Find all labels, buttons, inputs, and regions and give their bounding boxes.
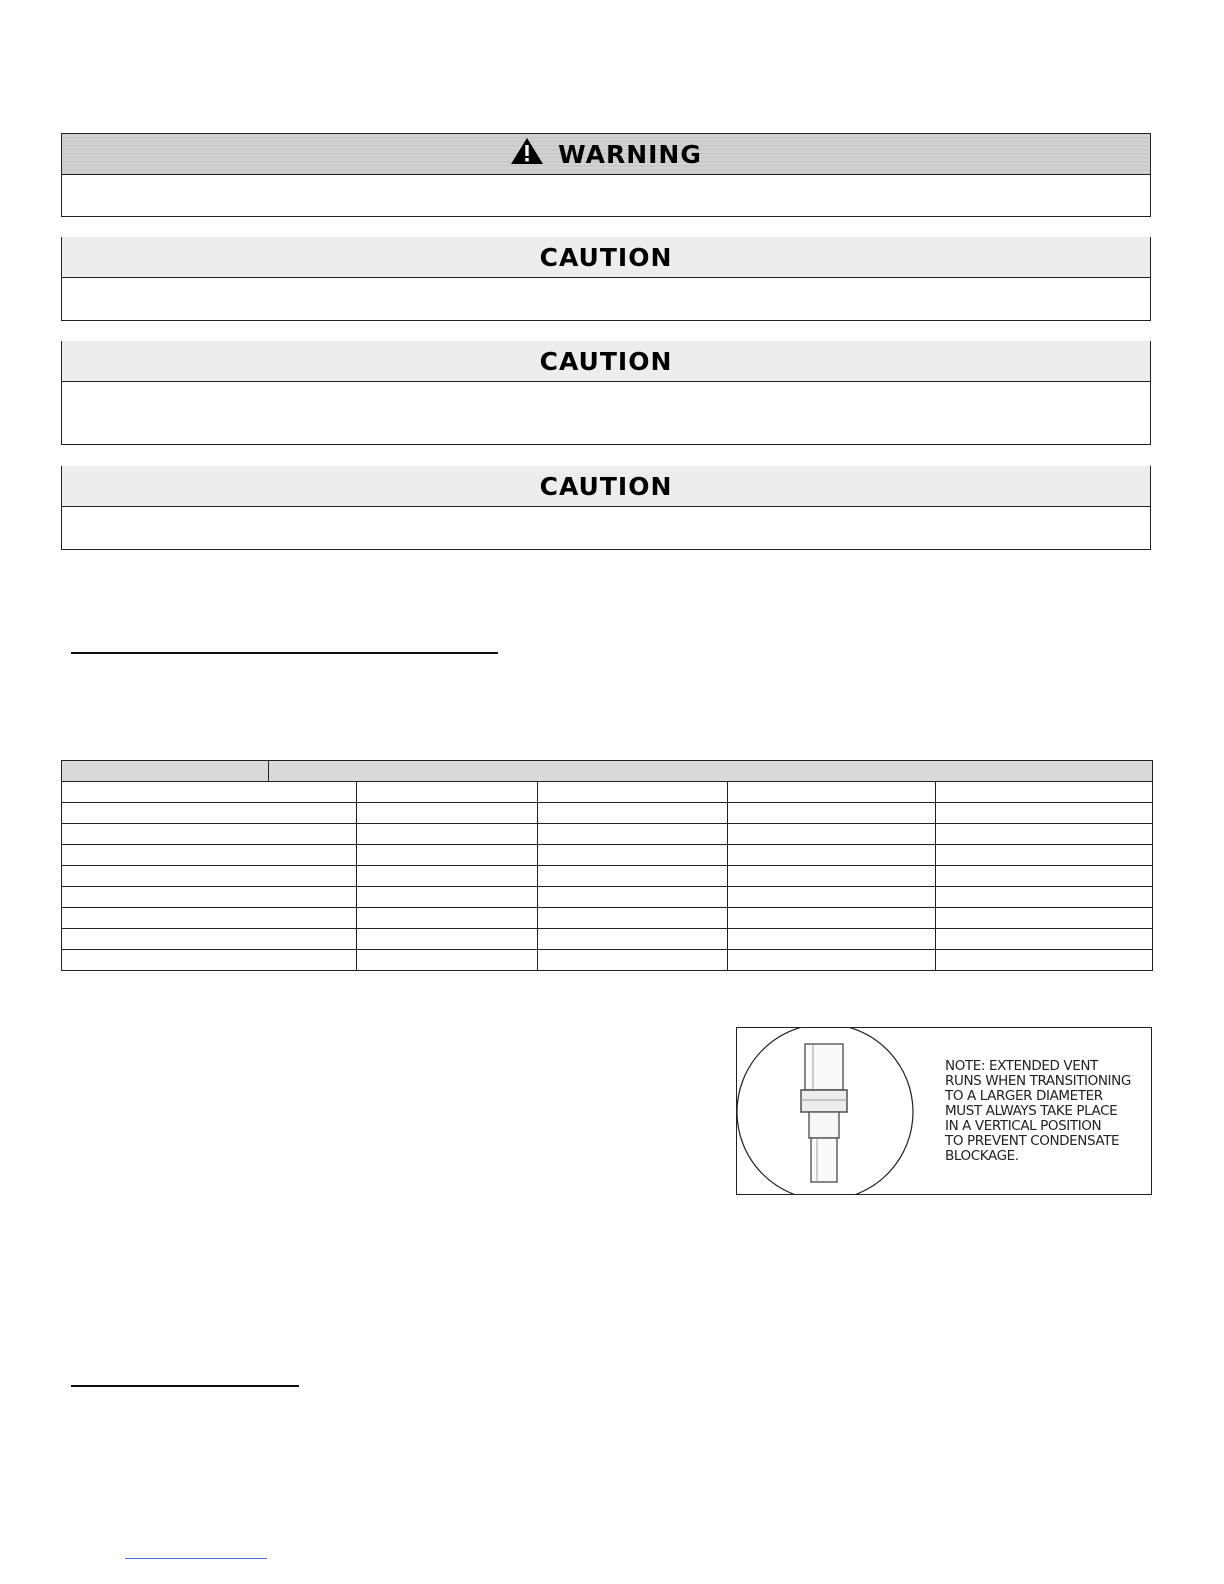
table-row bbox=[62, 887, 1153, 908]
warning-box bbox=[61, 133, 1151, 217]
table-row bbox=[62, 803, 1153, 824]
table-header-row bbox=[62, 761, 1153, 782]
table-header-cell bbox=[269, 761, 1153, 782]
warning-header bbox=[62, 134, 1150, 175]
warning-triangle-icon bbox=[510, 137, 544, 171]
table-row bbox=[62, 824, 1153, 845]
caution-box-1 bbox=[61, 237, 1151, 321]
caution-body-1 bbox=[62, 278, 1150, 320]
caution-header-2 bbox=[62, 341, 1150, 382]
warning-title: WARNING bbox=[558, 139, 702, 169]
warning-body bbox=[62, 175, 1150, 217]
caution-title-1: CAUTION bbox=[539, 242, 673, 272]
link-underline[interactable] bbox=[125, 1558, 267, 1559]
caution-title-2: CAUTION bbox=[539, 346, 673, 376]
table-header-cell bbox=[62, 761, 269, 782]
table-row bbox=[62, 845, 1153, 866]
caution-body-2 bbox=[62, 382, 1150, 444]
table-row bbox=[62, 782, 1153, 803]
table-row bbox=[62, 950, 1153, 971]
caution-title-3: CAUTION bbox=[539, 471, 673, 501]
caution-box-3 bbox=[61, 466, 1151, 550]
vent-table bbox=[61, 760, 1153, 971]
subsection-heading-underline bbox=[71, 1385, 299, 1387]
table-row bbox=[62, 929, 1153, 950]
table-row bbox=[62, 908, 1153, 929]
caution-body-3 bbox=[62, 507, 1150, 549]
vent-transition-figure bbox=[736, 1027, 1152, 1195]
section-heading-underline bbox=[71, 652, 498, 654]
table-row bbox=[62, 866, 1153, 887]
figure-note: NOTE: EXTENDED VENT RUNS WHEN TRANSITIONING TO A LARGER DIAMETER MUST ALWAYS TAKE PLACE IN A VERTICAL POSITION TO PREVENT CONDENSATE BLOCKAGE. bbox=[945, 1058, 1131, 1164]
caution-header-1 bbox=[62, 237, 1150, 278]
caution-header-3 bbox=[62, 466, 1150, 507]
caution-box-2 bbox=[61, 341, 1151, 445]
